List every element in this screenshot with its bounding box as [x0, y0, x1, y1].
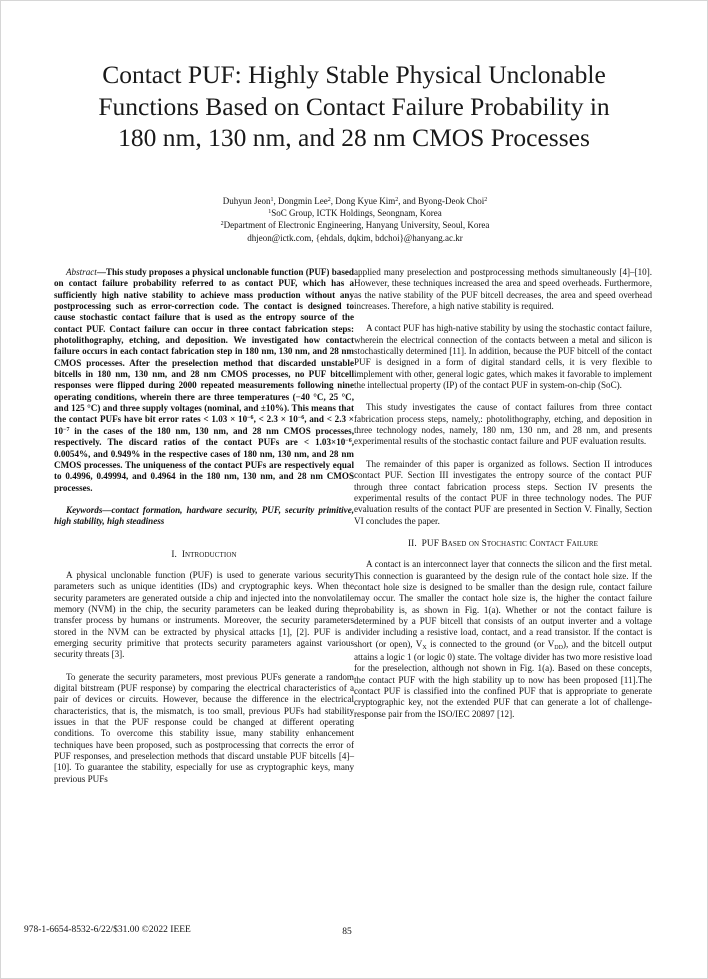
author-emails: dhjeon@ictk.com, {ehdals, dqkim, bdchoi}@hanyang.ac.kr [247, 232, 463, 243]
author-name: , and Byong-Deok Choi [398, 196, 485, 206]
copyright-notice: 978-1-6654-8532-6/22/$31.00 ©2022 IEEE [24, 925, 191, 935]
affiliation-mark: 2 [327, 197, 331, 203]
page-number: 85 [342, 927, 352, 937]
affiliation-mark: 2 [484, 197, 488, 203]
section-heading-introduction: I. Introduction [171, 549, 237, 560]
section-heading-puf: II. PUF Based on Stochastic Contact Failure [407, 538, 599, 549]
author-names [81, 195, 629, 207]
title-line: Functions Based on Contact Failure Probability in [98, 91, 610, 121]
left-column [54, 267, 354, 785]
affiliation-mark: 2 [395, 197, 399, 203]
right-column [354, 267, 652, 720]
author-name: , Dong Kyue Kim [330, 196, 396, 206]
paragraph: This study investigates the cause of contact failures from three contact fabrication process steps, namely,: photolithography, etching, and deposition in three technology nodes, namely, 180 nm, 130 nm, and 28 nm, and presents experimental results of the stochastic contact failure and PUF evaluation results. [354, 402, 652, 447]
affiliation-2: $^2$Department of Electronic Engineering, Hanyang University, Seoul, Korea [220, 220, 490, 231]
author-name: Duhyun Jeon [222, 196, 271, 206]
paragraph: A contact PUF has high-native stability by using the stochastic contact failure, wherein the electrical connection of the contacts between a metal and silicon is stochastically determined [11]. In addition, because the PUF bitcell of the contact PUF is designed in a form of digital standard cells, it is very flexible to implement with other, general logic gates, which makes it favorable to implement the intellectual property (IP) of the contact PUF in system-on-chip (SoC). [354, 323, 652, 391]
title-line: Contact PUF: Highly Stable Physical Unclonable [102, 60, 606, 89]
paragraph: applied many preselection and postprocessing methods simultaneously [4]–[10]. However, these techniques increased the area and speed overheads. Furthermore, as the native stability of the PUF bitcell decreases, the area and speed overhead increases. Therefore, a high native stability is required. [354, 267, 652, 312]
title-line: 180 nm, 130 nm, and 28 nm CMOS Processes [118, 123, 590, 152]
paragraph: A physical unclonable function (PUF) is used to generate various security parameters such as unique identities (IDs) and cryptographic keys. When the security parameters are generated outside a chip and injected into the nonvolatile memory (NVM) in the chip, the security parameters can be leaked during the transfer process by humans or instruments. Moreover, the security parameters stored in the NVM can be extracted by physical attacks [1], [2]. PUF is an emerging security primitive that protects security parameters against various security threats [3]. [54, 569, 354, 660]
paragraph: A contact is an interconnect layer that connects the silicon and the first metal. This connection is guaranteed by the design rule of the contact hole size. If the contact hole size is designed to be smaller than the design rule, contact failure may occur. The smaller the contact hole size is, the higher the contact failure probability is, as shown in Fig. 1(a). Whether or not the contact failure is determined by a PUF bitcell that consists of an output inverter and a voltage divider including a resistive load, contact, and a read transistor. If the contact is short (or open), $V_X$ is connected to the ground (or $V_{DD}$), and the bitcell output attains a logic 1 (or logic 0) state. The voltage divider has two more resistive load for the preselection, although not shown in Fig. 1(a). Based on these concepts, the contact PUF with the high stability up to now has been proposed [11].The contact PUF is classified into the confined PUF that is appropriate to generate cryptographic key, not the extended PUF that can generate a lot of challenge-response pair from the ISO/IEC 20897 [12]. [354, 559, 653, 719]
keywords: Keywords—contact formation, hardware security, PUF, security primitive, high stability, high steadiness [54, 504, 354, 527]
affiliation-mark: 1 [270, 197, 274, 203]
author-name: , Dongmin Lee [273, 196, 328, 206]
affiliation-1: $^1$SoC Group, ICTK Holdings, Seongnam, Korea [268, 208, 442, 219]
abstract: Abstract—This study proposes a physical unclonable function (PUF) based on contact failure probability referred to as contact PUF, which has a sufficiently high native stability to achieve mass production without any postprocessing such as error-correction code. The contact is designed to cause stochastic contact failure that is used as the entropy source of the contact PUF. Contact failure can occur in three contact fabrication steps: photolithography, etching, and deposition. We investigated how contact failure occurs in each contact fabrication step in 180 nm, 130 nm, and 28 nm CMOS processes. After the preselection method that discarded unstable bitcells in 180 nm, 130 nm, and 28 nm CMOS processes, no PUF bitcell responses were flipped during 2000 repeated measurements following nine operating conditions, wherein there are three temperatures (−40 °C, 25 °C, and 125 °C) and three supply voltages (nominal, and ±10%). This means that the contact PUFs have bit error rates < $1.03 \times 10^{-6}$, < $2.3 \times 10^{-6}$, and < $2.3 \times 10^{-7}$ in the cases of the 180 nm, 130 nm, and 28 nm CMOS processes, respectively. The discard ratios of the contact PUFs are < $1.03\times 10^{-6}$, 0.0054%, and 0.949% in the respective cases of 180 nm, 130 nm, and 28 nm CMOS processes. The uniqueness of the contact PUFs are respectively equal to 0.4996, 0.49994, and 0.4964 in the 180 nm, 130 nm, and 28 nm CMOS processes. [54, 267, 354, 493]
abstract-lead: Abstract [66, 267, 97, 277]
paper-title [31, 59, 677, 154]
author-block [81, 195, 629, 244]
paragraph: To generate the security parameters, most previous PUFs generate a random digital bitstream (PUF response) by comparing the electrical characteristics of a pair of devices or circuits. However, because the difference in the electrical characteristics, that is, the mismatch, is too small, previous PUFs had stability issues in that the PUF response could be changed at different operating conditions. To overcome this stability issue, many stability enhancement techniques have been proposed, such as postprocessing that corrects the error of PUF responses, and preselection methods that discard unstable PUF bitcells [4]–[10]. To guarantee the stability, especially for use as cryptographic keys, many previous PUFs [54, 671, 354, 784]
paragraph: The remainder of this paper is organized as follows. Section II introduces contact PUF. Section III investigates the entropy source of the contact PUF through three contact fabrication process steps. Section IV presents the experimental results of the contact PUF in three technology nodes. The PUF evaluation results of the contact PUF are presented in Section V. Finally, Section VI concludes the paper. [354, 458, 652, 526]
